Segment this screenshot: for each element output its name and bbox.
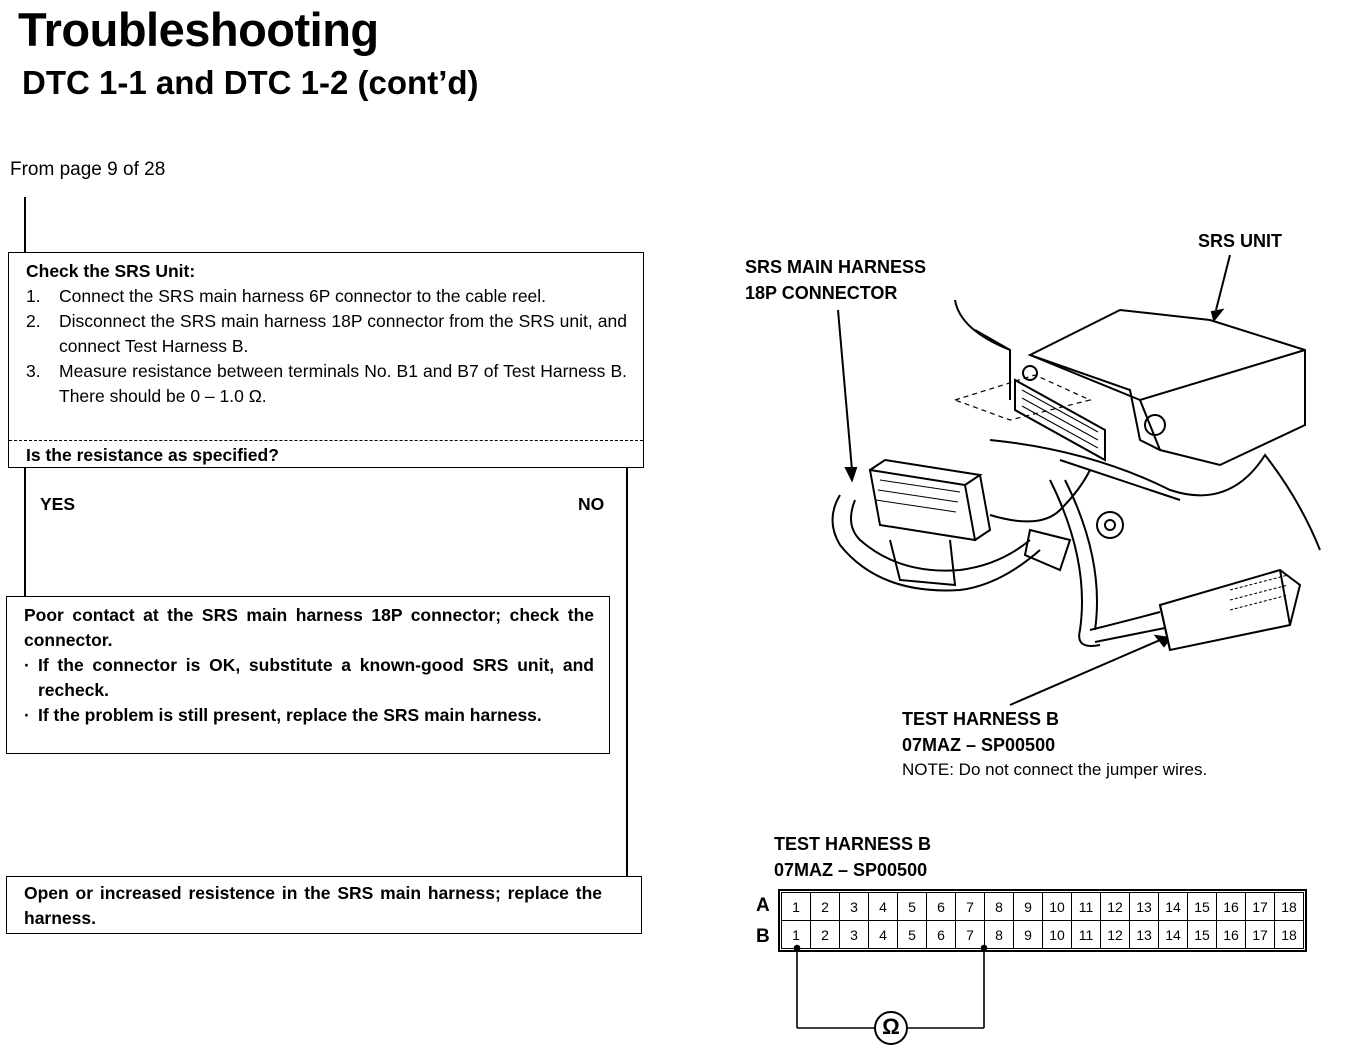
page-subtitle: DTC 1-1 and DTC 1-2 (cont’d) — [22, 64, 479, 101]
terminal-cell: 2 — [811, 893, 840, 921]
flow-line-yes — [24, 468, 26, 596]
terminal-cell: 1 — [782, 893, 811, 921]
label-main-harness: SRS MAIN HARNESS — [745, 257, 927, 277]
check-steps-list — [26, 284, 627, 409]
terminal-cell: 4 — [869, 893, 898, 921]
terminal-cell: 11 — [1072, 921, 1101, 949]
test-harness-b-plug — [1090, 570, 1300, 650]
open-resistance-text: Open or increased resistence in the SRS main harness; replace the harness. — [24, 883, 602, 928]
terminal-cell: 17 — [1246, 893, 1275, 921]
label-srs-unit: SRS UNIT — [1198, 231, 1283, 251]
poor-contact-text: Poor contact at the SRS main harness 18P connector; check the connector. — [24, 605, 594, 650]
yes-result-bullets — [24, 653, 594, 728]
srs-unit-illustration — [760, 240, 1360, 710]
label-18p-connector: 18P CONNECTOR — [745, 283, 898, 303]
connector-row-a — [782, 893, 1304, 921]
label-test-harness-part: 07MAZ – SP00500 — [902, 735, 1056, 755]
terminal-cell: 13 — [1130, 893, 1159, 921]
terminal-cell: 11 — [1072, 893, 1101, 921]
terminal-cell-b7: 7 — [956, 921, 985, 949]
terminal-cell: 12 — [1101, 921, 1130, 949]
terminal-cell: 18 — [1275, 893, 1304, 921]
terminal-cell: 16 — [1217, 893, 1246, 921]
terminal-cell: 16 — [1217, 921, 1246, 949]
terminal-cell: 10 — [1043, 893, 1072, 921]
check-heading: Check the SRS Unit: — [26, 261, 196, 281]
step-item: 1. Connect the SRS main harness 6P connector to the cable reel. — [26, 286, 547, 306]
terminal-cell: 3 — [840, 921, 869, 949]
terminal-cell: 14 — [1159, 893, 1188, 921]
resistance-question: Is the resistance as specified? — [26, 445, 279, 465]
terminal-cell: 8 — [985, 921, 1014, 949]
diagram-title-line1: TEST HARNESS B — [774, 834, 932, 854]
harness-connector-18p — [833, 460, 1041, 590]
terminal-cell: 15 — [1188, 893, 1217, 921]
terminal-cell: 12 — [1101, 893, 1130, 921]
terminal-cell: 5 — [898, 921, 927, 949]
wire-bundle — [990, 470, 1100, 646]
label-test-harness: TEST HARNESS B — [902, 709, 1060, 729]
no-result-box — [6, 876, 642, 934]
terminal-cell: 8 — [985, 893, 1014, 921]
step-item: 2. Disconnect the SRS main harness 18P connector from the SRS unit, and connect Test Harness B. — [26, 311, 627, 356]
terminal-cell: 9 — [1014, 893, 1043, 921]
row-label-a: A — [756, 895, 770, 916]
branch-yes-label: YES — [40, 494, 76, 514]
step-item: 3. Measure resistance between terminals No. B1 and B7 of Test Harness B. There should be 0 – 1.0 Ω. — [26, 361, 627, 406]
row-label-b: B — [756, 926, 770, 947]
terminal-cell: 9 — [1014, 921, 1043, 949]
flow-line-entry — [24, 197, 26, 253]
terminal-cell-b1: 1 — [782, 921, 811, 949]
terminal-cell: 17 — [1246, 921, 1275, 949]
question-divider — [9, 440, 643, 441]
terminal-cell: 3 — [840, 893, 869, 921]
jumper-note: NOTE: Do not connect the jumper wires. — [902, 760, 1208, 779]
diagram-title-line2: 07MAZ – SP00500 — [774, 860, 928, 880]
srs-unit-body — [1015, 310, 1305, 465]
terminal-cell: 13 — [1130, 921, 1159, 949]
terminal-cell: 2 — [811, 921, 840, 949]
check-srs-unit-box — [8, 252, 644, 468]
terminal-cell: 4 — [869, 921, 898, 949]
terminal-cell: 7 — [956, 893, 985, 921]
terminal-cell: 6 — [927, 893, 956, 921]
list-item: · If the connector is OK, substitute a known-good SRS unit, and recheck. — [24, 655, 594, 700]
terminal-cell: 18 — [1275, 921, 1304, 949]
branch-no-label: NO — [578, 494, 605, 514]
from-page-reference: From page 9 of 28 — [10, 159, 166, 180]
ohmmeter-icon: Ω — [882, 1014, 900, 1039]
terminal-cell: 14 — [1159, 921, 1188, 949]
terminal-cell: 6 — [927, 921, 956, 949]
terminal-cell: 10 — [1043, 921, 1072, 949]
flow-line-no — [626, 468, 628, 876]
list-item: · If the problem is still present, replace the SRS main harness. — [24, 705, 542, 725]
terminal-cell: 5 — [898, 893, 927, 921]
yes-result-box — [6, 596, 610, 754]
page-title: Troubleshooting — [18, 3, 379, 56]
terminal-cell: 15 — [1188, 921, 1217, 949]
